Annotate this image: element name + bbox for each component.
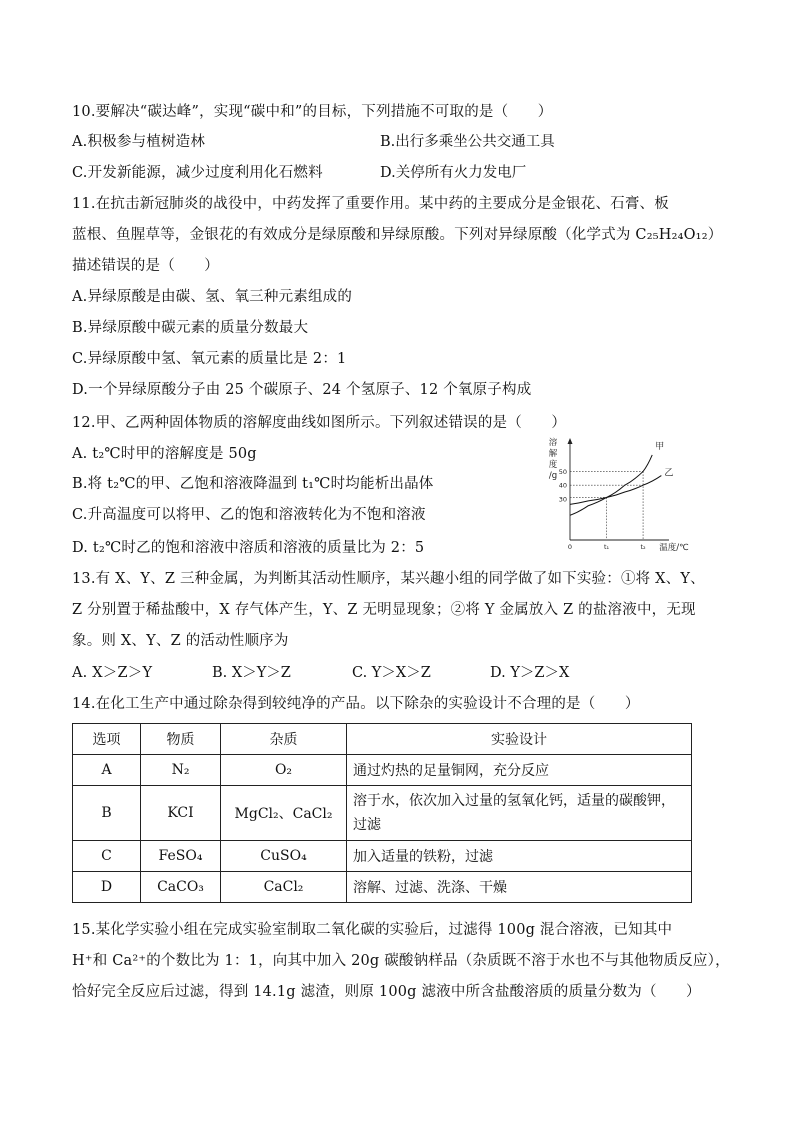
- q12-stem: 12.甲、乙两种固体物质的溶解度曲线如图所示。下列叙述错误的是（ ）: [72, 415, 567, 431]
- impurity-removal-table: [72, 723, 692, 903]
- table-row: [73, 786, 692, 841]
- q11-option-d: D.一个异绿原酸分子由 25 个碳原子、24 个氢原子、12 个氧原子构成: [72, 382, 532, 398]
- q11-option-c: C.异绿原酸中氢、氧元素的质量比是 2：1: [72, 351, 347, 367]
- table-cell-impurity: MgCl₂、CaCl₂: [221, 786, 347, 841]
- x-tick-label: t₂: [640, 543, 646, 551]
- table-header-cell: 物质: [141, 724, 221, 755]
- y-axis-arrow: [568, 438, 573, 444]
- table-cell-impurity: O₂: [221, 755, 347, 786]
- table-cell-option: D: [73, 872, 141, 903]
- q15-stem-line2: H⁺和 Ca²⁺的个数比为 1：1，向其中加入 20g 碳酸钠样品（杂质既不溶于水也不与其他物质反应），: [72, 953, 730, 969]
- q13-stem-line3: 象。则 X、Y、Z 的活动性顺序为: [72, 633, 289, 649]
- q13-stem-line2: Z 分别置于稀盐酸中，X 存气体产生，Y、Z 无明显现象；②将 Y 金属放入 Z 的盐溶液中，无现: [72, 602, 696, 618]
- q10-stem: 10.要解决“碳达峰”，实现“碳中和”的目标，下列措施不可取的是（ ）: [72, 104, 553, 120]
- series-label: 甲: [655, 441, 665, 452]
- q10-option-d: D.关停所有火力发电厂: [380, 165, 527, 181]
- table-cell-option: A: [73, 755, 141, 786]
- q11-stem-line1: 11.在抗击新冠肺炎的战役中，中药发挥了重要作用。某中药的主要成分是金银花、石膏、板: [72, 196, 669, 212]
- table-cell-option: C: [73, 841, 141, 872]
- series-label: 乙: [664, 468, 674, 479]
- table-cell-substance: FeSO₄: [141, 841, 221, 872]
- y-axis-label: 溶: [548, 438, 558, 448]
- q13-option-b: B. X＞Y＞Z: [212, 665, 291, 681]
- q11-option-b: B.异绿原酸中碳元素的质量分数最大: [72, 320, 309, 336]
- q10-option-b: B.出行多乘坐公共交通工具: [380, 134, 555, 150]
- table-header-cell: 杂质: [221, 724, 347, 755]
- q11-option-a: A.异绿原酸是由碳、氢、氧三种元素组成的: [72, 289, 353, 305]
- table-cell-option: B: [73, 786, 141, 841]
- table-cell-design: 溶解、过滤、洗涤、干燥: [347, 872, 692, 903]
- q15-stem-line1: 15.某化学实验小组在完成实验室制取二氧化碳的实验后，过滤得 100g 混合溶液，已知其中: [72, 922, 673, 938]
- table-header-cell: 选项: [73, 724, 141, 755]
- table-header-cell: 实验设计: [347, 724, 692, 755]
- q13-option-a: A. X＞Z＞Y: [72, 665, 153, 681]
- y-axis-label: 度: [548, 460, 558, 470]
- series-curve-yi: [570, 476, 661, 505]
- q14-stem: 14.在化工生产中通过除杂得到较纯净的产品。以下除杂的实验设计不合理的是（ ）: [72, 696, 640, 712]
- table-row: [73, 872, 692, 903]
- table-cell-design: 溶于水，依次加入过量的氢氧化钙，适量的碳酸钾，过滤: [347, 786, 692, 841]
- table-cell-substance: CaCO₃: [141, 872, 221, 903]
- table-cell-impurity: CaCl₂: [221, 872, 347, 903]
- q12-option-a: A. t₂℃时甲的溶解度是 50g: [72, 446, 257, 462]
- x-axis-label: 温度/℃: [659, 543, 689, 553]
- table-row: [73, 755, 692, 786]
- x-tick-label: t₁: [603, 543, 610, 551]
- q10-option-c: C.开发新能源，减少过度利用化石燃料: [72, 165, 323, 181]
- table-header-row: [73, 724, 692, 755]
- table-row: [73, 841, 692, 872]
- q11-stem-line2: 蓝根、鱼腥草等，金银花的有效成分是绿原酸和异绿原酸。下列对异绿原酸（化学式为 C₂₅H₂₄O₁₂）: [72, 227, 723, 243]
- table-cell-design: 加入适量的铁粉，过滤: [347, 841, 692, 872]
- table-cell-design: 通过灼热的足量铜网，充分反应: [347, 755, 692, 786]
- q12-option-d: D. t₂℃时乙的饱和溶液中溶质和溶液的质量比为 2：5: [72, 540, 425, 556]
- y-tick-label: 50: [558, 467, 567, 476]
- table-cell-substance: KCI: [141, 786, 221, 841]
- q13-stem-line1: 13.有 X、Y、Z 三种金属，为判断其活动性顺序，某兴趣小组的同学做了如下实验：①将 X、Y、: [72, 571, 705, 587]
- table-cell-impurity: CuSO₄: [221, 841, 347, 872]
- solubility-chart: [540, 436, 689, 556]
- q10-option-a: A.积极参与植树造林: [72, 134, 206, 150]
- y-axis-label: /g: [548, 471, 558, 481]
- y-tick-label: 30: [558, 495, 567, 504]
- q15-stem-line3: 恰好完全反应后过滤，得到 14.1g 滤渣，则原 100g 滤液中所含盐酸溶质的质量分数为（ ）: [72, 984, 701, 1000]
- y-tick-label: 40: [558, 481, 567, 490]
- q12-option-c: C.升高温度可以将甲、乙的饱和溶液转化为不饱和溶液: [72, 507, 426, 523]
- q11-stem-line3: 描述错误的是（ ）: [72, 258, 219, 274]
- table-cell-substance: N₂: [141, 755, 221, 786]
- y-axis-label: 解: [548, 449, 558, 459]
- q13-option-c: C. Y＞X＞Z: [352, 665, 431, 681]
- q12-option-b: B.将 t₂℃的甲、乙饱和溶液降温到 t₁℃时均能析出晶体: [72, 476, 434, 492]
- q13-option-d: D. Y＞Z＞X: [490, 665, 570, 681]
- x-tick-label: 0: [567, 543, 573, 551]
